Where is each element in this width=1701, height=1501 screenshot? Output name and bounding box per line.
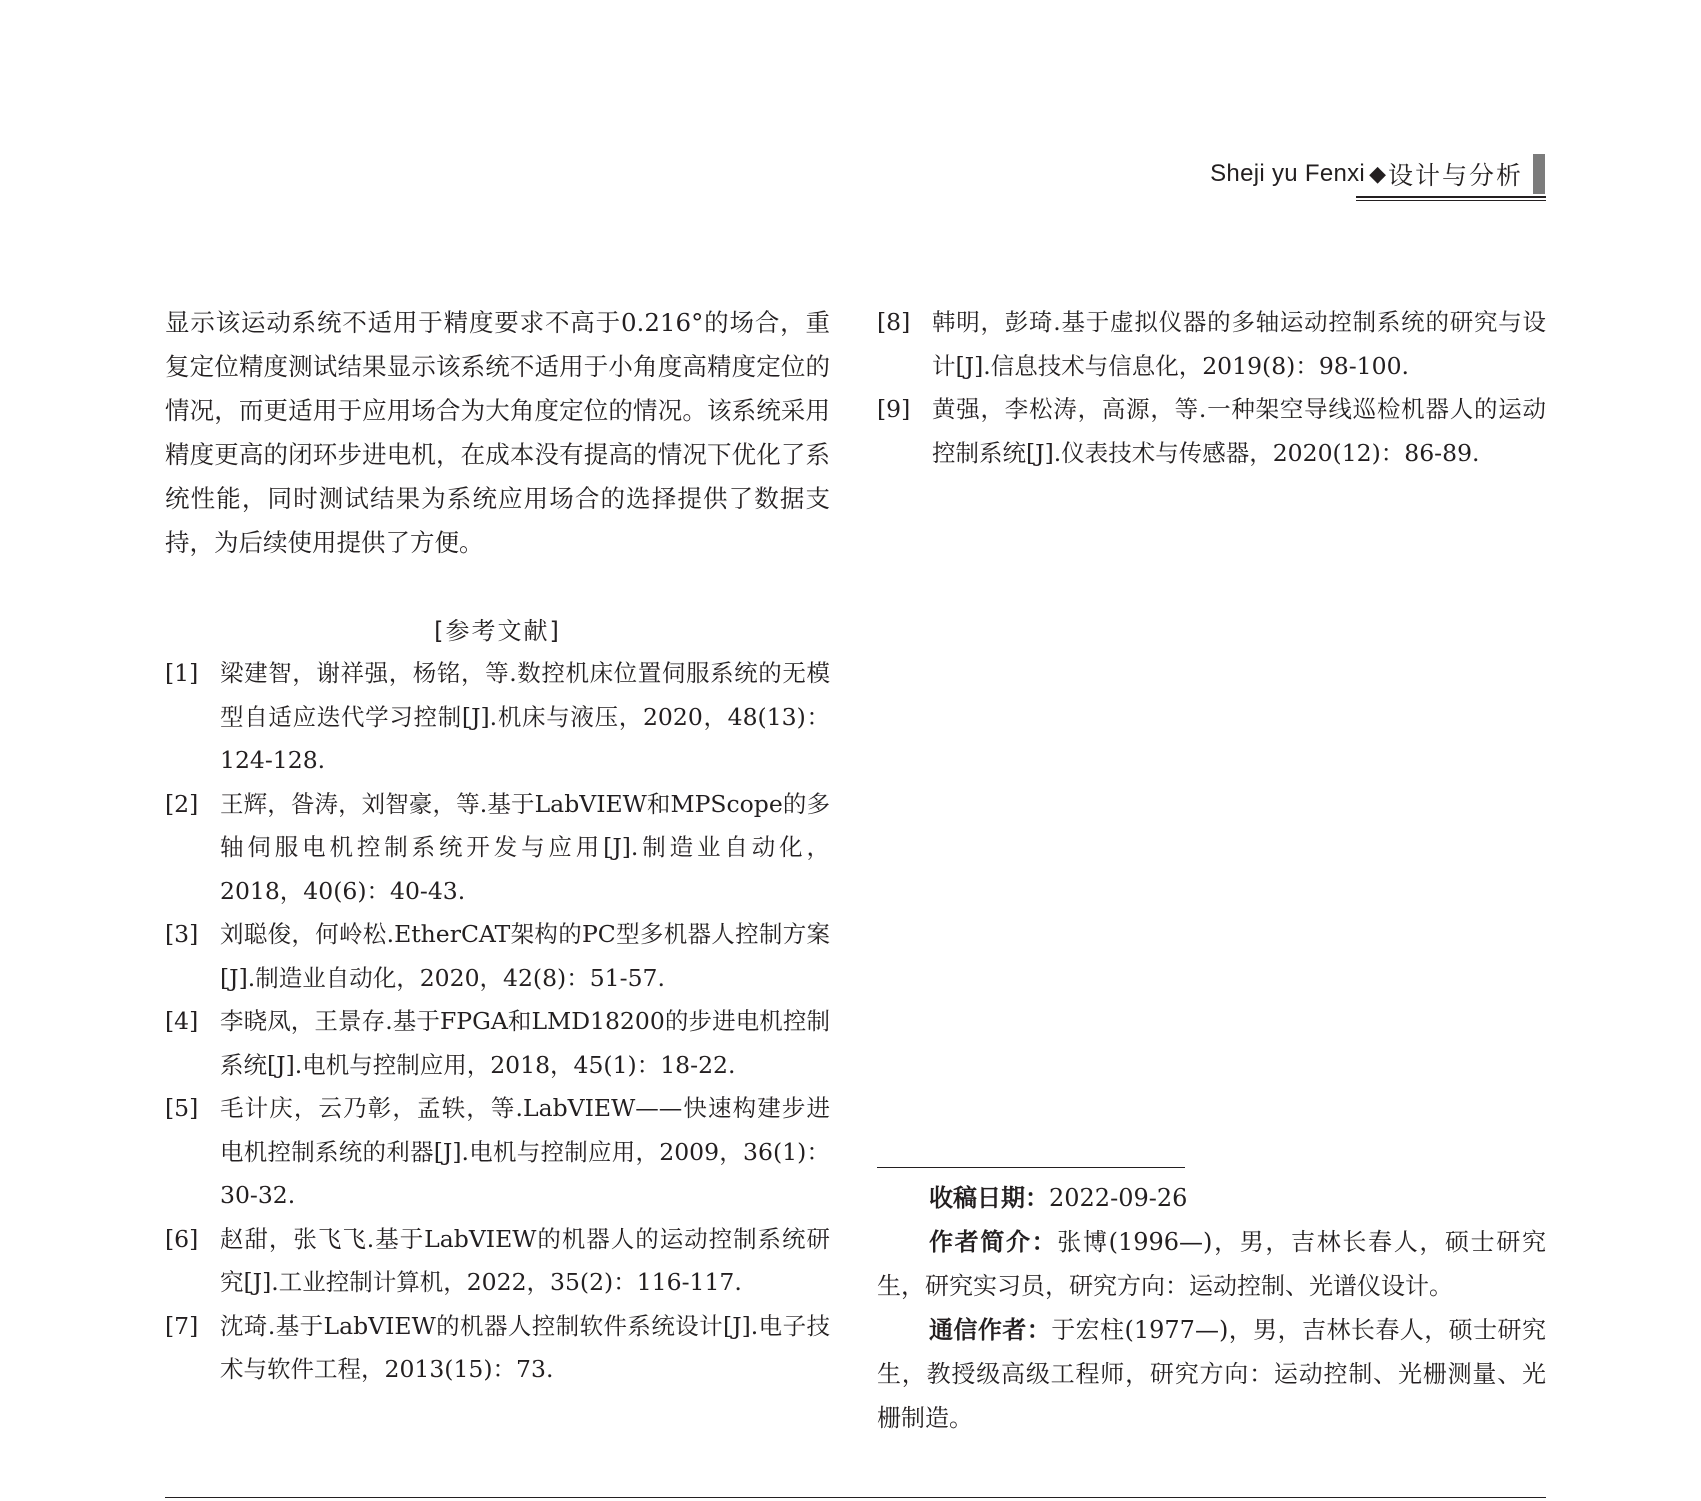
reference-number: [4] [165,1007,199,1035]
left-column [165,301,830,1392]
header-bar-decoration [1533,154,1545,194]
received-date-line [877,1176,1546,1220]
footnote-rule [877,1167,1185,1168]
reference-text: 王辉，昝涛，刘智豪，等.基于LabVIEW和MPScope的多轴伺服电机控制系统开发与应用[J].制造业自动化，2018，40(6)：40-43. [220,789,830,905]
reference-number: [9] [877,395,911,423]
corresponding-info: 于宏柱(1977—)，男，吉林长春人，硕士研究生，教授级高级工程师，研究方向：运动控制、光栅测量、光栅制造。 [877,1316,1546,1432]
corresponding-author-line [877,1308,1546,1440]
author-label: 作者简介： [929,1228,1058,1256]
reference-number: [2] [165,789,199,818]
reference-number: [6] [165,1224,199,1253]
author-info-line [877,1220,1546,1308]
reference-text: 李晓凤，王景存.基于FPGA和LMD18200的步进电机控制系统[J].电机与控制应用，2018，45(1)：18-22. [220,1007,830,1079]
reference-item [165,652,830,783]
reference-item [165,913,830,1000]
reference-text: 沈琦.基于LabVIEW的机器人控制软件系统设计[J].电子技术与软件工程，2013(15)：73. [220,1311,830,1383]
reference-item [165,1218,830,1305]
diamond-icon: ◆ [1369,161,1386,187]
received-label: 收稿日期： [929,1184,1049,1212]
reference-item [165,783,830,914]
header-rule-thin [1356,200,1546,201]
reference-text: 毛计庆，云乃彰，孟轶，等.LabVIEW——快速构建步进电机控制系统的利器[J].电机与控制应用，2009，36(1)：30-32. [220,1094,830,1209]
reference-item [165,1305,830,1392]
page-bottom-rule [165,1497,1546,1498]
right-column [877,301,1546,475]
running-header-section: 设计与分析 [1387,161,1523,190]
reference-number: [5] [165,1094,199,1122]
author-notes [877,1176,1546,1440]
references-heading: [参考文献] [434,617,561,645]
reference-number: [1] [165,659,199,687]
reference-number: [7] [165,1311,199,1340]
references-list-right [877,301,1546,475]
reference-text: 赵甜，张飞飞.基于LabVIEW的机器人的运动控制系统研究[J].工业控制计算机，2022，35(2)：116-117. [220,1224,830,1296]
reference-number: [3] [165,920,199,948]
reference-text: 韩明，彭琦.基于虚拟仪器的多轴运动控制系统的研究与设计[J].信息技术与信息化，2019(8)：98-100. [932,308,1546,380]
reference-item [165,1000,830,1087]
references-list-left [165,652,830,1392]
reference-text: 黄强，李松涛，高源，等.一种架空导线巡检机器人的运动控制系统[J].仪表技术与传感器，2020(12)：86-89. [932,395,1546,467]
body-paragraph: 显示该运动系统不适用于精度要求不高于0.216°的场合，重复定位精度测试结果显示该系统不适用于小角度高精度定位的情况，而更适用于应用场合为大角度定位的情况。该系统采用精度更高的闭环步进电机，在成本没有提高的情况下优化了系统性能，同时测试结果为系统应用场合的选择提供了数据支持，为后续使用提供了方便。 [165,308,830,557]
reference-item [165,1087,830,1218]
reference-text: 梁建智，谢祥强，杨铭，等.数控机床位置伺服系统的无模型自适应迭代学习控制[J].机床与液压，2020，48(13)：124-128. [220,659,830,774]
header-rule [1356,196,1546,198]
reference-item [877,301,1546,388]
corresponding-label: 通信作者： [929,1316,1052,1344]
reference-number: [8] [877,308,911,336]
received-date: 2022-09-26 [1049,1184,1188,1212]
running-header [1210,148,1545,200]
author-info: 张博(1996—)，男，吉林长春人，硕士研究生，研究实习员，研究方向：运动控制、光谱仪设计。 [877,1228,1546,1300]
running-header-pinyin: Sheji yu Fenxi [1210,160,1366,187]
reference-text: 刘聪俊，何岭松.EtherCAT架构的PC型多机器人控制方案[J].制造业自动化，2020，42(8)：51-57. [220,920,830,992]
reference-item [877,388,1546,475]
